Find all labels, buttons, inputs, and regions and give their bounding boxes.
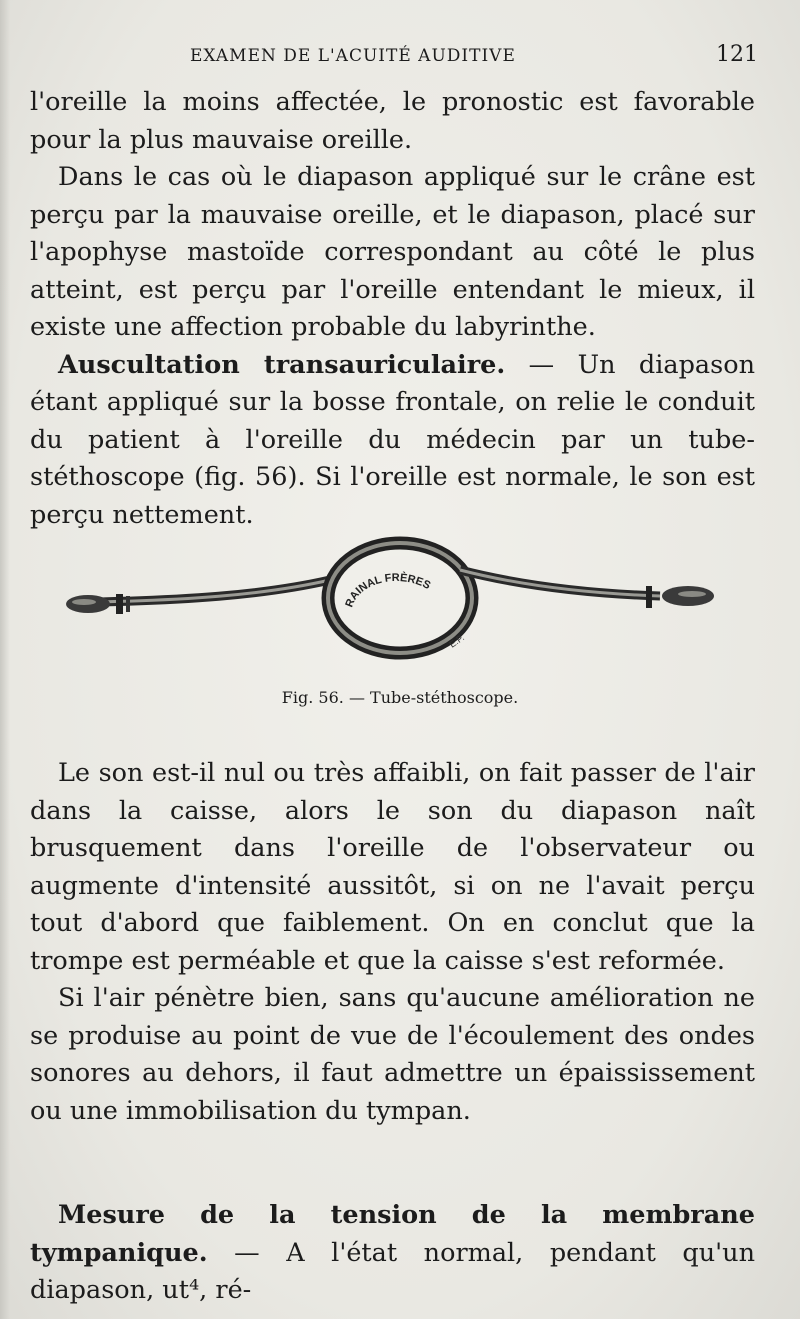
paragraph-labyrinth: Dans le cas où le diapason appliqué sur le crâne est perçu par la mauvaise oreille, et le diapason, placé sur l'apophyse mastoïde correspondant au côté le plus atteint, est perçu par l'oreille entendant le mieux, il existe une affection probable du labyrinthe. [30,162,755,342]
maker-engraving: RAINAL FRÈRES [343,571,433,609]
paragraph-tension [30,1197,755,1310]
running-title: EXAMEN DE L'ACUITÉ AUDITIVE [190,46,516,66]
text-block-bottom [30,1197,755,1310]
section-heading-tension: Mesure de la tension de la membrane tympanique. [30,1200,755,1268]
figure-caption: Fig. 56. — Tube-stéthoscope. [281,688,519,707]
paragraph-auscultation [30,347,755,535]
engraver-mark: E.P. [447,632,467,650]
page-edge-shadow [0,0,10,1319]
paragraph-tension-body: — A l'état normal, pendant qu'un diapason, ut⁴, ré- [30,1237,755,1305]
paragraph-continuation: l'oreille la moins affectée, le pronostic est favorable pour la plus mauvaise oreille. [30,87,755,155]
text-block-top [30,84,755,534]
tube-stethoscope-illustration [60,530,730,680]
page-number: 121 [716,42,758,67]
page-header [60,40,758,76]
paragraph-son-nul: Le son est-il nul ou très affaibli, on fait passer de l'air dans la caisse, alors le son du diapason naît brusquement dans l'oreille de l'observateur ou augmente d'intensité aussitôt, si on ne l'avait perçu tout d'abord que faiblement. On en conclut que la trompe est perméable et que la caisse s'est reformée. [30,758,755,976]
paragraph-air-penetre: Si l'air pénètre bien, sans qu'aucune amélioration ne se produise au point de vue de l'écoulement des ondes sonores au dehors, il faut admettre un épaississement ou une immobilisation du tympan. [30,983,755,1126]
section-heading-auscultation: Auscultation transauriculaire. [58,349,506,380]
text-block-middle [30,755,755,1130]
paragraph-auscultation-body: — Un diapason étant appliqué sur la bosse frontale, on relie le conduit du patient à l'oreille du médecin par un tube-stéthoscope (fig. 56). Si l'oreille est normale, le son est perçu nettement. [30,349,755,530]
